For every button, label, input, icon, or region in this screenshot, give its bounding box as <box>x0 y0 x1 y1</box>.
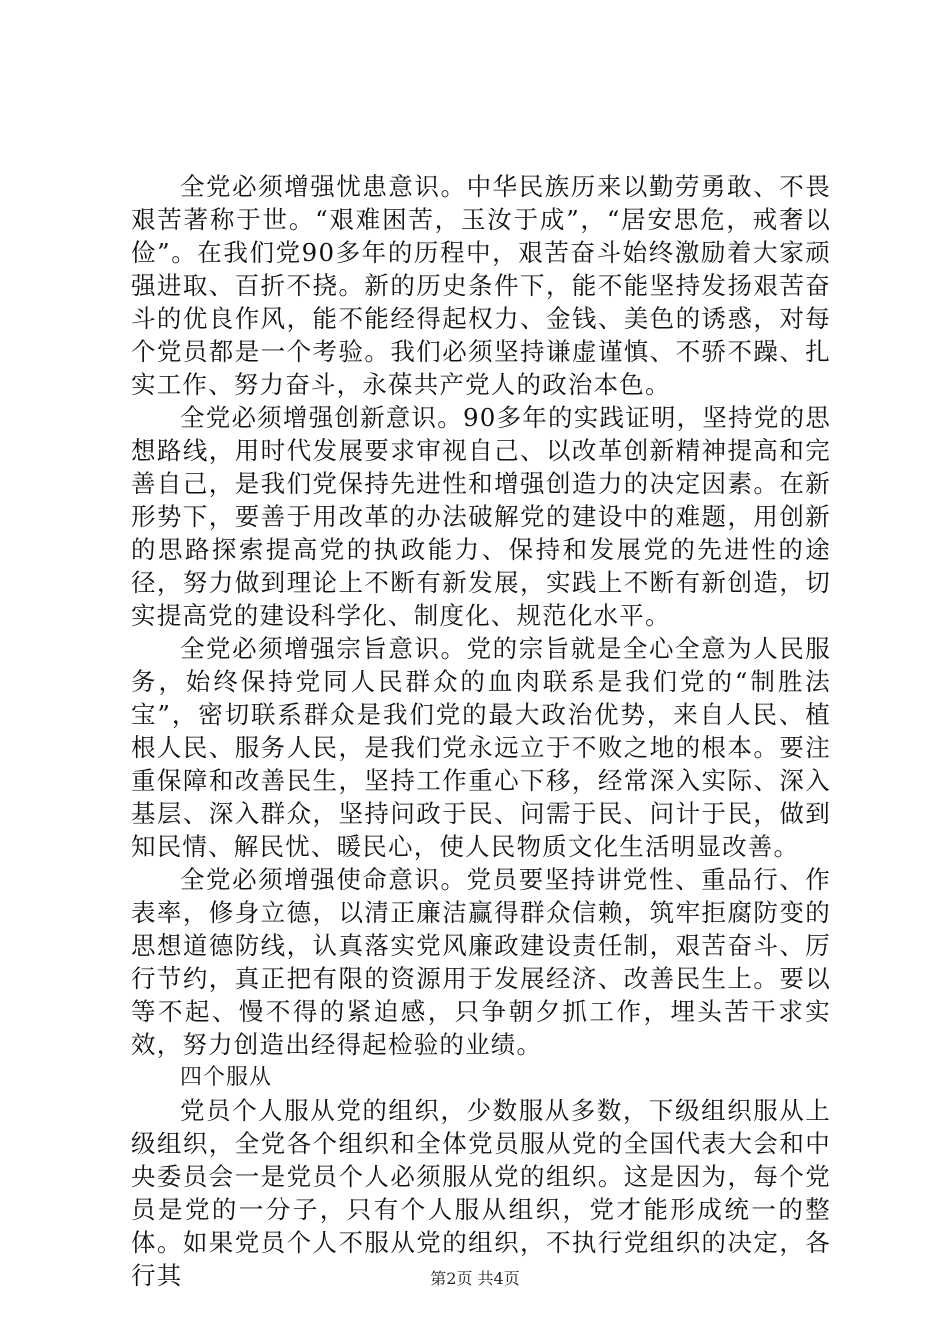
paragraph-mission-awareness: 全党必须增强使命意识。党员要坚持讲党性、重品行、作表率，修身立德，以清正廉洁赢得群众信赖，筑牢拒腐防变的思想道德防线，认真落实党风廉政建设责任制，艰苦奋斗、厉行节约，真正把有限的资源用于发展经济、改善民生上。要以等不起、慢不得的紧迫感，只争朝夕抓工作，埋头苦干求实效，努力创造出经得起检验的业绩。 <box>131 865 831 1059</box>
paragraph-purpose-awareness: 全党必须增强宗旨意识。党的宗旨就是全心全意为人民服务，始终保持党同人民群众的血肉联系是我们党的“制胜法宝”，密切联系群众是我们党的最大政治优势，来自人民、植根人民、服务人民，是我们党永远立于不败之地的根本。要注重保障和改善民生，坚持工作重心下移，经常深入实际、深入基层、深入群众，坚持问政于民、问需于民、问计于民，做到知民情、解民忧、暖民心，使人民物质文化生活明显改善。 <box>131 634 831 861</box>
page-number-label: 第2页 共4页 <box>430 1269 520 1288</box>
page-footer <box>0 1268 950 1290</box>
paragraph-worry-awareness: 全党必须增强忧患意识。中华民族历来以勤劳勇敢、不畏艰苦著称于世。“艰难困苦，玉汝于成”，“居安思危，戒奢以俭”。在我们党90多年的历程中，艰苦奋斗始终激励着大家顽强进取、百折不挠。新的历史条件下，能不能坚持发扬艰苦奋斗的优良作风，能不能经得起权力、金钱、美色的诱惑，对每个党员都是一个考验。我们必须坚持谦虚谨慎、不骄不躁、扎实工作、努力奋斗，永葆共产党人的政治本色。 <box>131 172 831 399</box>
paragraph-innovation-awareness: 全党必须增强创新意识。90多年的实践证明，坚持党的思想路线，用时代发展要求审视自己、以改革创新精神提高和完善自己，是我们党保持先进性和增强创造力的决定因素。在新形势下，要善于用改革的办法破解党的建设中的难题，用创新的思路探索提高党的执政能力、保持和发展党的先进性的途径，努力做到理论上不断有新发展，实践上不断有新创造，切实提高党的建设科学化、制度化、规范化水平。 <box>131 403 831 630</box>
paragraph-four-obediences: 党员个人服从党的组织，少数服从多数，下级组织服从上级组织，全党各个组织和全体党员服从党的全国代表大会和中央委员会一是党员个人必须服从党的组织。这是因为，每个党员是党的一分子，只有个人服从组织，党才能形成统一的整体。如果党员个人不服从党的组织，不执行党组织的决定，各行其 <box>131 1096 831 1290</box>
section-heading: 四个服从 <box>180 1065 273 1090</box>
document-body <box>131 170 831 1292</box>
